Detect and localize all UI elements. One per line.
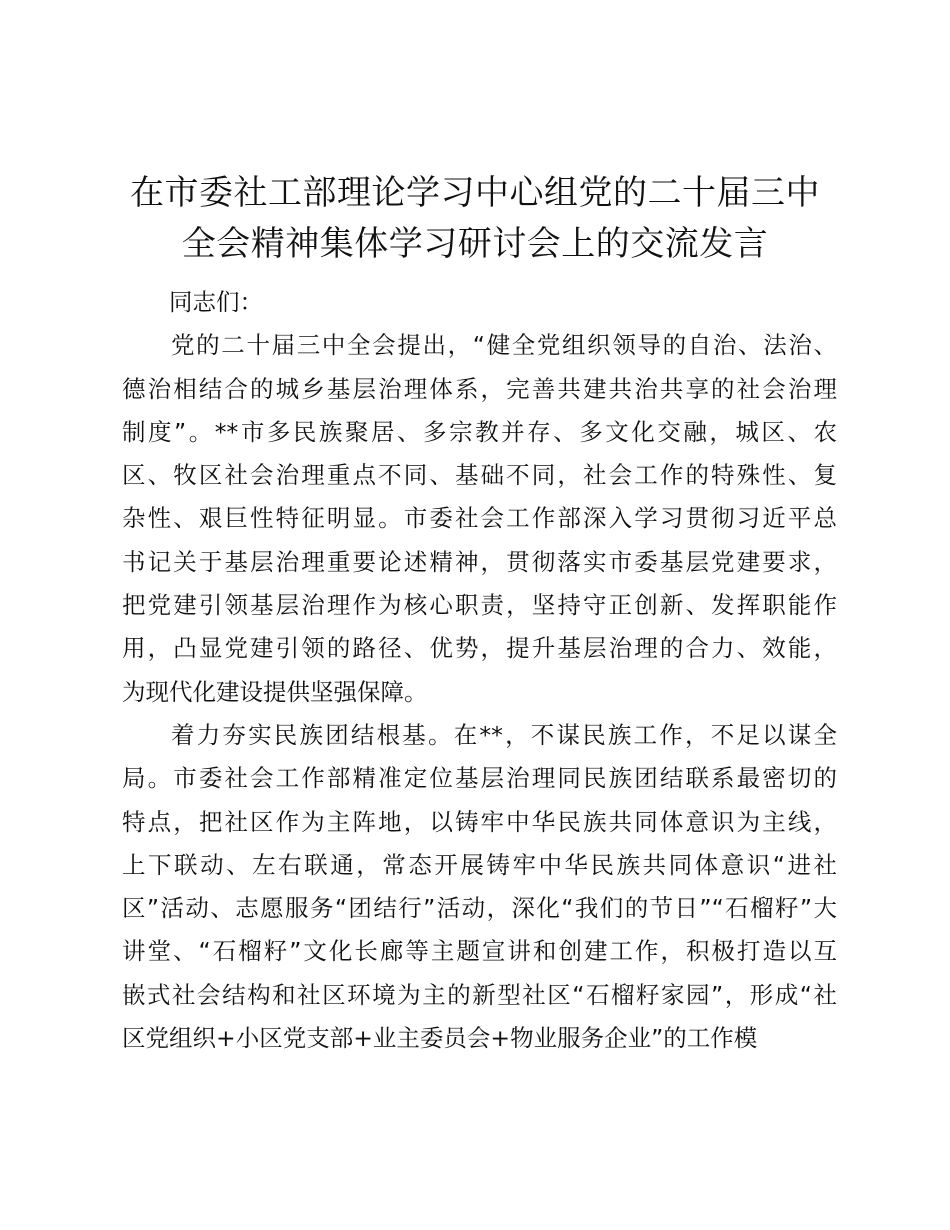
- paragraph-line: 区、牧区社会治理重点不同、基础不同，社会工作的特殊性、复: [122, 461, 837, 490]
- paragraph-line: 着力夯实民族团结根基。在**，不谋民族工作，不足以谋全: [171, 720, 837, 749]
- title-line-2: 全会精神集体学习研讨会上的交流发言: [181, 224, 769, 264]
- paragraph-line: 区”活动、志愿服务“团结行”活动，深化“我们的节日”“石榴籽”大: [122, 894, 837, 923]
- document-title: [110, 168, 840, 270]
- paragraph-line: 杂性、艰巨性特征明显。市委社会工作部深入学习贯彻习近平总: [122, 504, 837, 533]
- paragraph-line: 用，凸显党建引领的路径、优势，提升基层治理的合力、效能，: [122, 634, 837, 663]
- paragraph-line: 区党组织+小区党支部+业主委员会+物业服务企业”的工作模: [122, 1024, 758, 1053]
- paragraph-line: 党的二十届三中全会提出，“健全党组织领导的自治、法治、: [171, 331, 837, 360]
- paragraph-line: 讲堂、“石榴籽”文化长廊等主题宣讲和创建工作，积极打造以互: [122, 937, 837, 966]
- paragraph-line: 局。市委社会工作部精准定位基层治理同民族团结联系最密切的: [122, 764, 837, 793]
- paragraph-line: 把党建引领基层治理作为核心职责，坚持守正创新、发挥职能作: [122, 591, 837, 620]
- paragraph-intro: [122, 324, 837, 714]
- paragraph-line: 上下联动、左右联通，常态开展铸牢中华民族共同体意识“进社: [122, 850, 837, 879]
- paragraph-line: 德治相结合的城乡基层治理体系，完善共建共治共享的社会治理: [122, 374, 837, 403]
- paragraph-line: 制度”。**市多民族聚居、多宗教并存、多文化交融，城区、农: [122, 417, 837, 446]
- title-line-1: 在市委社工部理论学习中心组党的二十届三中: [130, 173, 820, 213]
- salutation: 同志们：: [169, 288, 263, 316]
- document-body: [122, 281, 837, 1060]
- paragraph-line: 特点，把社区作为主阵地，以铸牢中华民族共同体意识为主线，: [122, 807, 837, 836]
- paragraph-line: 为现代化建设提供坚强保障。: [122, 677, 428, 706]
- paragraph-ethnic-unity: [122, 714, 837, 1060]
- paragraph-line: 嵌式社会结构和社区环境为主的新型社区“石榴籽家园”，形成“社: [122, 980, 837, 1009]
- paragraph-line: 书记关于基层治理重要论述精神，贯彻落实市委基层党建要求，: [122, 547, 837, 576]
